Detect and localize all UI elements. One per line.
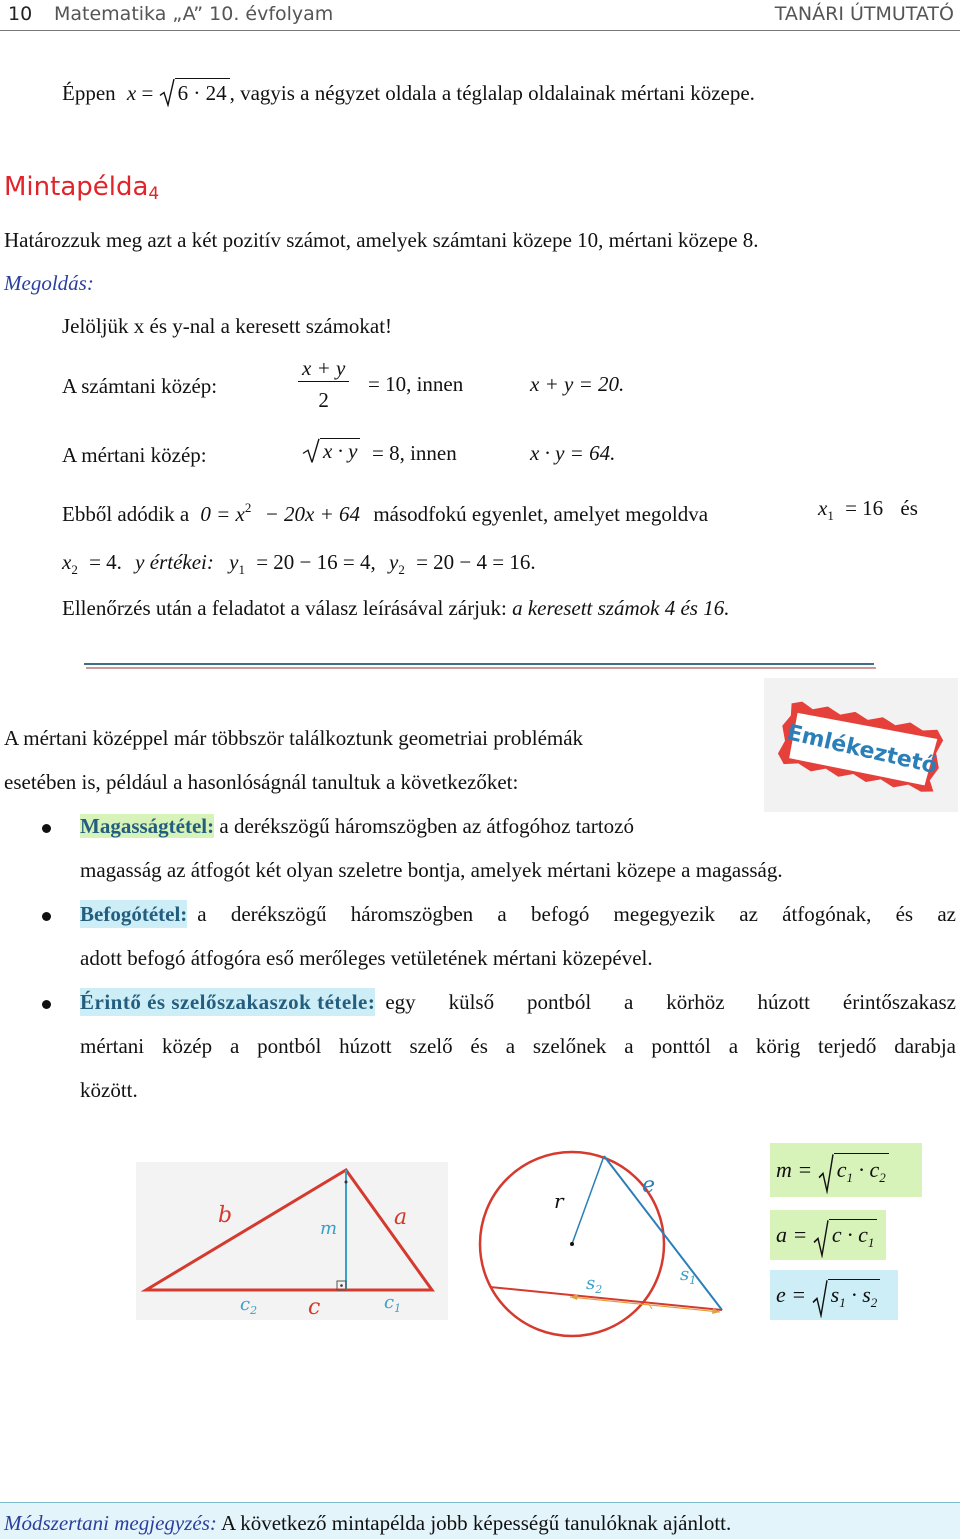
bullet-icon — [42, 1000, 51, 1009]
solution-label: Megoldás: — [4, 271, 94, 295]
bullet-icon — [42, 824, 51, 833]
y2-var: y — [388, 550, 399, 574]
example-title-text: Mintapélda — [4, 172, 149, 202]
geom-result: x · y = 64. — [530, 441, 616, 465]
theorem-tangent-term: Érintő és szelőszakaszok tétele: — [80, 990, 376, 1014]
section-divider-shadow — [86, 667, 876, 669]
y1-sub: 1 — [238, 562, 245, 577]
label-m: m — [320, 1218, 338, 1239]
radical-icon — [813, 1219, 829, 1258]
intro-pre: Éppen — [62, 81, 116, 105]
geom-radicand: x · y — [320, 438, 360, 464]
formula-leg — [770, 1210, 886, 1260]
arith-label: A számtani közép: — [62, 374, 218, 398]
x1-var: x — [818, 496, 828, 520]
and-word: és — [900, 496, 918, 520]
circle-figure — [470, 1146, 732, 1346]
f3-sqrt — [812, 1279, 881, 1318]
label-s2: $s_2$ — [586, 1273, 603, 1296]
theorem-tangent-line2: mértani közép a pontból húzott szelő és a szelőnek a ponttól a körig terjedő darabja — [80, 1034, 956, 1058]
reminder-badge-text: Emlékeztető — [784, 720, 940, 780]
intro-line — [62, 78, 755, 107]
theorem-leg — [80, 900, 956, 928]
theorem-leg-line2: adott befogó átfogóra eső merőleges vetületének mértani közepével. — [80, 946, 653, 970]
quad-exp: 2 — [244, 500, 252, 515]
arith-rhs: = 10, innen — [368, 372, 464, 396]
quad-eq-a: 0 = x — [200, 502, 245, 526]
theorem-leg-term: Befogótétel: — [80, 902, 188, 926]
y1-val: = 20 − 16 = 4, — [256, 550, 376, 574]
arith-den: 2 — [318, 388, 329, 412]
footer-note — [0, 1502, 960, 1539]
guide-title: TANÁRI ÚTMUTATÓ — [774, 3, 954, 25]
footer-label: Módszertani megjegyzés: — [4, 1511, 217, 1535]
f1-lhs: m = — [776, 1157, 813, 1182]
label-e: e — [642, 1173, 656, 1198]
check-pre: Ellenőrzés után a feladatot a válasz leírásával zárjuk: — [62, 596, 507, 620]
course-title: Matematika „A” 10. évfolyam — [54, 3, 334, 25]
label-a: a — [394, 1205, 408, 1230]
f3-lhs: e = — [776, 1282, 807, 1307]
header-rule — [0, 30, 960, 31]
arith-num: x + y — [298, 356, 349, 382]
quad-pre: Ebből adódik a — [62, 502, 190, 526]
radical-icon — [812, 1279, 828, 1318]
y-label: y értékei: — [135, 550, 214, 574]
f2-sqrt — [813, 1219, 878, 1258]
bullet-icon — [42, 912, 51, 921]
quad-line — [62, 494, 708, 528]
theorem-altitude-term: Magasságtétel: — [80, 814, 215, 838]
section-divider — [84, 663, 874, 665]
x1-solution — [818, 494, 918, 530]
label-s1: $s_1$ — [680, 1264, 697, 1287]
y2-sub: 2 — [398, 562, 405, 577]
x1-sub: 1 — [827, 508, 834, 523]
quad-eq-b: − 20x + 64 — [264, 502, 361, 526]
footer-rule — [0, 1502, 960, 1503]
page-header — [0, 0, 960, 32]
reminder-intro-1: A mértani középpel már többször találkoztunk geometriai problémák — [4, 726, 584, 750]
f2-lhs: a = — [776, 1222, 808, 1247]
intro-post: , vagyis a négyzet oldala a téglalap oldalainak mértani közepe. — [229, 81, 755, 105]
theorem-tangent-line3: között. — [80, 1078, 138, 1102]
y-values-line — [62, 548, 536, 584]
f3-radicand: $s_1 \cdot s_2$ — [828, 1279, 881, 1318]
intro-sqrt — [159, 78, 230, 107]
label-r: r — [554, 1189, 564, 1213]
y2-val: = 20 − 4 = 16. — [416, 550, 536, 574]
quad-post: másodfokú egyenlet, amelyet megoldva — [373, 502, 709, 526]
label-c1: $c_1$ — [384, 1292, 402, 1315]
theorem-leg-text1: a derékszögű háromszögben a befogó megegyezik az átfogónak, és az — [197, 902, 956, 926]
x1-val: = 16 — [845, 496, 884, 520]
reminder-badge — [764, 678, 958, 812]
y1-var: y — [229, 550, 239, 574]
label-b: b — [218, 1203, 233, 1228]
example-title — [4, 172, 159, 204]
theorem-altitude — [80, 812, 634, 840]
theorem-tangent-text1: egy külső pontból a körhöz húzott érintőszakasz — [385, 990, 956, 1014]
x2-val: = 4. — [89, 550, 122, 574]
solution-line1: Jelöljük x és y-nal a keresett számokat! — [62, 314, 393, 338]
check-answer: a keresett számok 4 és 16. — [512, 596, 730, 620]
example-task: Határozzuk meg azt a két pozitív számot, amelyek számtani közepe 10, mértani közepe 8. — [4, 228, 759, 252]
footer-body: A következő mintapélda jobb képességű tanulóknak ajánlott. — [220, 1511, 732, 1535]
page-number: 10 — [8, 3, 33, 25]
geom-label: A mértani közép: — [62, 443, 207, 467]
arith-result: x + y = 20. — [530, 372, 625, 396]
check-line — [62, 594, 729, 622]
x2-sub: 2 — [71, 562, 78, 577]
theorem-altitude-line2: magasság az átfogót két olyan szeletre bontja, amelyek mértani közepe a magasság. — [80, 858, 783, 882]
intro-eq: = — [141, 81, 154, 105]
radical-icon — [818, 1153, 834, 1194]
geom-sqrt — [302, 438, 360, 464]
intro-radicand: 6 · 24 — [175, 78, 230, 107]
arith-fraction — [298, 356, 349, 413]
f2-radicand: $c \cdot c_1$ — [829, 1219, 878, 1258]
geom-sqrt-inner — [302, 438, 360, 464]
formula-altitude — [770, 1143, 922, 1197]
reminder-intro-2: esetében is, például a hasonlóságnál tanultuk a következőket: — [4, 770, 519, 794]
intro-x: x — [126, 81, 137, 105]
theorem-tangent — [80, 988, 956, 1016]
f1-radicand: $c_1 \cdot c_2$ — [834, 1153, 889, 1194]
formula-tangent — [770, 1270, 898, 1320]
label-c: c — [308, 1295, 321, 1320]
f1-sqrt — [818, 1153, 889, 1194]
x2-var: x — [62, 550, 72, 574]
triangle-figure — [136, 1162, 448, 1320]
theorem-altitude-text1: a derékszögű háromszögben az átfogóhoz tartozó — [219, 814, 634, 838]
footer-text — [4, 1509, 731, 1537]
radical-icon — [159, 78, 175, 107]
label-c2: $c_2$ — [240, 1294, 258, 1317]
geom-rhs: = 8, innen — [372, 441, 457, 465]
radical-icon — [302, 438, 320, 464]
example-title-index: 4 — [148, 184, 160, 204]
